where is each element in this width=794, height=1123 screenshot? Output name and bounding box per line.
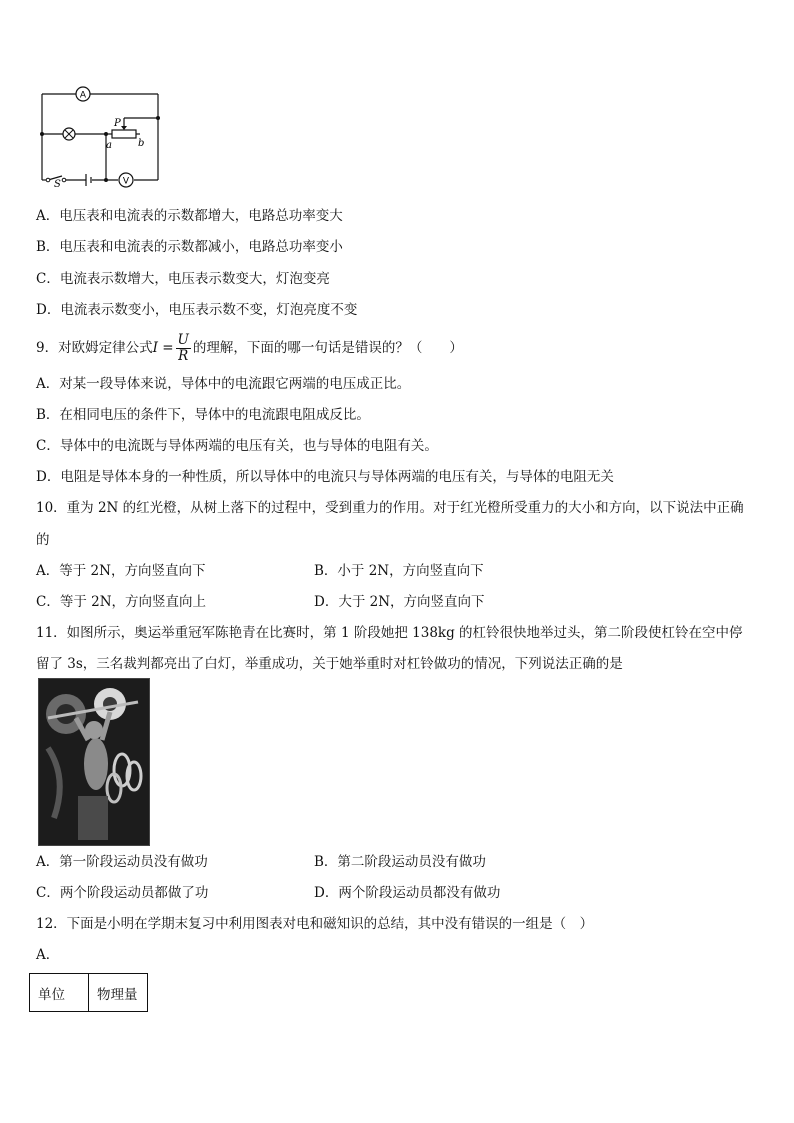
q9-option-b: B．在相同电压的条件下，导体中的电流跟电阻成反比。 <box>36 407 370 423</box>
q9-stem <box>36 333 463 364</box>
q9-option-a: A．对某一段导体来说，导体中的电流跟它两端的电压成正比。 <box>36 376 411 392</box>
q9-option-c: C．导体中的电流既与导体两端的电压有关，也与导体的电阻有关。 <box>36 438 438 454</box>
units-table <box>29 973 148 1012</box>
lamp-icon <box>63 128 75 140</box>
ammeter-icon <box>76 87 90 101</box>
q11-option-b: B．第二阶段运动员没有做功 <box>314 854 486 870</box>
q11-option-c: C．两个阶段运动员都做了功 <box>36 885 209 901</box>
table-row <box>30 974 148 1012</box>
table-header-quantity: 物理量 <box>89 974 148 1012</box>
q11-option-a: A．第一阶段运动员没有做功 <box>36 854 208 870</box>
q10-stem-line2: 的 <box>36 532 50 548</box>
rheostat-end-b: b <box>138 138 145 149</box>
weightlifter-photo <box>38 678 150 846</box>
q8-option-c: C．电流表示数增大，电压表示数变大，灯泡变亮 <box>36 271 330 287</box>
q10-option-d: D．大于 2N，方向竖直向下 <box>314 594 485 610</box>
q11-stem-line1: 11．如图所示，奥运举重冠军陈艳青在比赛时，第 1 阶段她把 138kg 的杠铃很快地举过头，第二阶段使杠铃在空中停 <box>36 625 743 641</box>
ohm-formula-denominator: R <box>178 348 189 364</box>
table-header-unit: 单位 <box>30 974 89 1012</box>
q9-option-d: D．电阻是导体本身的一种性质，所以导体中的电流只与导体两端的电压有关，与导体的电阻无关 <box>36 469 614 485</box>
ohm-formula-fraction <box>176 333 191 364</box>
q8-option-a: A．电压表和电流表的示数都增大，电路总功率变大 <box>36 208 343 224</box>
ohm-formula-lhs: I = <box>152 340 174 356</box>
q10-option-c: C．等于 2N，方向竖直向上 <box>36 594 207 610</box>
voltmeter-icon <box>119 173 133 187</box>
circuit-diagram <box>36 86 162 188</box>
q10-option-a: A．等于 2N，方向竖直向下 <box>36 563 206 579</box>
q12-stem: 12．下面是小明在学期末复习中利用图表对电和磁知识的总结，其中没有错误的一组是（ ） <box>36 916 594 932</box>
rheostat-end-a: a <box>106 140 112 151</box>
ammeter-label: A <box>79 90 87 101</box>
q8-option-b: B．电压表和电流表的示数都减小，电路总功率变小 <box>36 239 343 255</box>
q10-option-b: B．小于 2N，方向竖直向下 <box>314 563 484 579</box>
voltmeter-label: V <box>122 176 130 187</box>
slider-label-p: P <box>114 118 121 129</box>
q9-suffix: 的理解，下面的哪一句话是错误的？（ ） <box>192 340 463 356</box>
q9-prefix: 9．对欧姆定律公式 <box>36 340 153 356</box>
q12-option-a: A． <box>36 947 60 963</box>
q11-stem-line2: 留了 3s，三名裁判都亮出了白灯，举重成功，关于她举重时对杠铃做功的情况，下列说法正确的是 <box>36 656 623 672</box>
q10-stem-line1: 10．重为 2N 的红光橙，从树上落下的过程中，受到重力的作用。对于红光橙所受重力的大小和方向，以下说法中正确 <box>36 500 744 516</box>
q8-option-d: D．电流表示数变小，电压表示数不变，灯泡亮度不变 <box>36 302 358 318</box>
ohm-formula-numerator: U <box>177 332 189 348</box>
switch-label-s: S <box>54 179 61 188</box>
q11-option-d: D．两个阶段运动员都没有做功 <box>314 885 501 901</box>
